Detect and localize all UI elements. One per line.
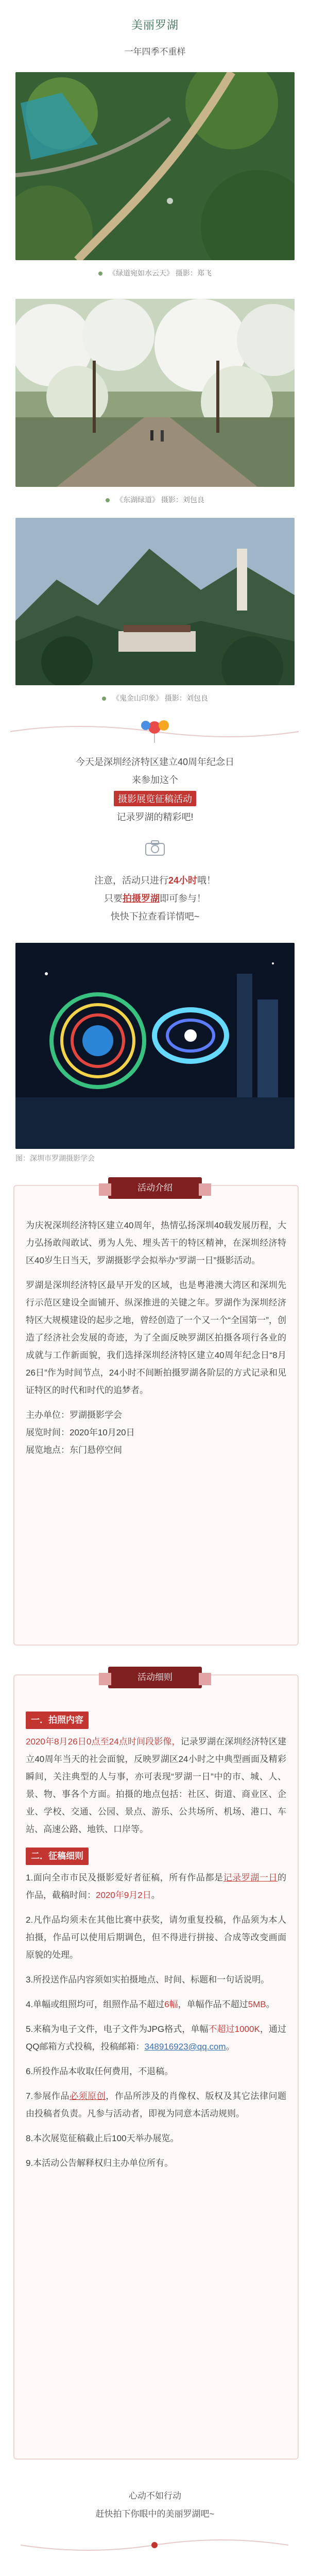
intro-paragraph-2: 罗湖是深圳经济特区最早开发的区域，也是粤港澳大湾区和深圳先行示范区建设全面铺开、纵深推进的关键之年。罗湖作为深圳经济特区大规模建设的起步之地，曾经创造了一个又一个“全国第一”，创造了经济社会发展的奇迹，为了全面反映罗湖区拍摄各项行各业的成就与工作新面貌，我们选择深圳经济特区建立40周年纪念日“8月26日”作为时间节点，24小时不间断拍摄罗湖各阶层的方式记录和见证特区的时代和时代的追梦者。	[26, 1280, 286, 1395]
rule-item-4	[26, 1996, 286, 2013]
submission-email-link[interactable]: 348916923@qq.com	[144, 2042, 226, 2052]
caption-title: 《绿道宛如水云天》	[109, 269, 174, 277]
rule-item-6	[26, 2063, 286, 2080]
rule-highlight: 6幅	[164, 1999, 178, 2009]
subheading-submission: 二．征稿细则	[26, 1848, 89, 1865]
rule-text: 7.参展作品	[26, 2091, 70, 2101]
rule-item-8	[26, 2130, 286, 2147]
photo-caption-2	[0, 495, 310, 505]
intro-subtitle: 一年四季不重样	[124, 47, 186, 57]
caption-credit: 摄影：刘包良	[161, 496, 204, 504]
rule-highlight: 记录罗湖一日	[223, 1873, 278, 1883]
outro-line2: 赶快拍下你眼中的美丽罗湖吧~	[95, 2509, 215, 2519]
photo-caption-1	[0, 268, 310, 278]
rule-text: 9.本活动公告解释权归主办单位所有。	[26, 2158, 174, 2168]
photo-caption-3	[0, 693, 310, 703]
rule-highlight: 5MB	[248, 1999, 266, 2009]
rule-text: 4.单幅或组照均可，组照作品不超过	[26, 1999, 165, 2009]
rule-text: 。	[151, 1890, 160, 1900]
rule-text: 作品须为本人拍摄，作品可以使用后期调色，但不得进行拼接、合成等改变画面原貌的处理。	[26, 1915, 286, 1960]
rule-highlight: 不超过1000K	[208, 2024, 260, 2034]
caption-title: 《鬼金山印象》	[112, 694, 163, 702]
section-ribbon-intro: 活动介绍	[108, 1177, 202, 1199]
rule-text: 6.所投作品本收取任何费用，不退稿。	[26, 2066, 174, 2076]
note-text: 即可参与！	[160, 893, 206, 904]
rule-item-1	[26, 1869, 286, 1904]
intro-title: 美丽罗湖	[131, 19, 179, 31]
content-paragraph	[26, 1733, 286, 1838]
rule-text: 。	[266, 1999, 275, 2009]
rule-item-9	[26, 2155, 286, 2172]
info-host: 主办单位：罗湖摄影学会	[26, 1410, 122, 1420]
note-text: 哦！	[197, 875, 216, 886]
photo-greenway[interactable]	[15, 72, 295, 260]
flourish-divider	[0, 716, 310, 747]
mountain-image	[15, 518, 295, 685]
note-highlight-shoot: 拍摄罗湖	[123, 893, 160, 904]
rule-text: 的作品，截稿时间：	[26, 1873, 286, 1900]
caption-dot-icon	[106, 498, 110, 502]
photo-east-lake[interactable]	[15, 299, 295, 487]
note-line1	[0, 873, 310, 887]
caption-title: 《东湖绿道》	[116, 496, 159, 504]
rule-highlight: 必须原创	[70, 2091, 106, 2101]
rule-item-7	[26, 2088, 286, 2123]
light-wheel-image	[15, 943, 295, 1149]
rule-item-2	[26, 1911, 286, 1964]
rule-text: 8.本次展览征稿截止后100天举办展览。	[26, 2133, 179, 2143]
rule-text: ，通过QQ邮箱方式投稿，投稿邮箱：	[26, 2024, 286, 2052]
rule-text: 5.来稿为电子文件，电子文件为JPG格式，单幅	[26, 2024, 209, 2034]
ribbon-divider-icon	[0, 2530, 310, 2561]
note-text: 只要	[104, 893, 123, 904]
balloon-divider-icon	[0, 716, 310, 747]
note-line2	[0, 891, 310, 905]
note-highlight-duration: 24小时	[168, 875, 198, 886]
caption-dot-icon	[102, 697, 106, 701]
intro-paragraph-1: 为庆祝深圳经济特区建立40周年，热情弘扬深圳40载发展历程，大力弘扬敢闯敢试、勇为人先、埋头苦干的特区精神，在深圳经济特区40岁生日当天，罗湖摄影学会拟举办“罗湖一日”摄影活动。	[26, 1221, 286, 1265]
east-lake-image	[15, 299, 295, 487]
hero-photo-light-wheel[interactable]	[15, 943, 295, 1149]
camera-icon	[145, 840, 165, 859]
outro-line1: 心动不如行动	[129, 2491, 181, 2501]
flourish-divider-2	[0, 2530, 310, 2561]
rule-text: 3.所投送作品内容须如实拍摄地点、时间、标题和一句话说明。	[26, 1975, 270, 1985]
hero-caption	[15, 1153, 295, 1163]
section-ribbon-rules: 活动细则	[108, 1667, 202, 1688]
highlight-event-name: 摄影展览征稿活动	[114, 791, 196, 806]
rule-deadline: 2020年9月2日	[96, 1890, 151, 1900]
content-description: 记录罗湖在深圳经济特区建立40周年当天的社会面貌，反映罗湖区24小时之中典型画面及精彩瞬间，关注典型的人与事，亦可表现“罗湖一日”中的市、城、人、景、物、事各个方面。拍摄的地点包括：社区、街道、商业区、企业、学校、交通、公园、景点、游乐、公共场所、机场、港口、车站、高速公路、地铁、口岸等。	[26, 1737, 287, 1834]
announce-line4: 记录罗湖的精彩吧!	[116, 812, 194, 822]
subheading-content: 一．拍照内容	[26, 1711, 89, 1729]
rule-text: 1.面向全市市民及摄影爱好者征稿，所有作品都是	[26, 1873, 223, 1883]
greenway-image	[15, 72, 295, 260]
rule-text: 。	[226, 2042, 235, 2052]
announce-line3	[0, 791, 310, 806]
caption-dot-icon	[98, 272, 102, 276]
photo-mountain[interactable]	[15, 518, 295, 685]
rule-text: ，单幅作品不超过	[178, 1999, 248, 2009]
content-date-range: 2020年8月26日0点至24点时间段影像，	[26, 1737, 181, 1747]
rule-item-3	[26, 1971, 286, 1989]
note-text: 注意，活动只进行	[94, 875, 168, 886]
announce-line1: 今天是深圳经济特区建立40周年纪念日	[75, 757, 235, 767]
info-location: 展览地点：东门悬停空间	[26, 1445, 122, 1455]
section-rules	[13, 1674, 299, 2460]
note-line3: 快快下拉查看详情吧~	[110, 911, 200, 922]
rule-item-5	[26, 2021, 286, 2056]
hero-caption-text: 图：深圳市罗湖摄影学会	[15, 1154, 95, 1162]
caption-credit: 摄影：刘包良	[164, 694, 208, 702]
info-time: 展览时间：2020年10月20日	[26, 1428, 135, 1437]
rule-text: ，作品所涉及的肖像权、版权及其它法律问题由投稿者负责。凡参与活动者，即视为同意本活动规则。	[26, 2091, 287, 2119]
rule-text: 2.凡作品均须未在其他比赛中获奖，请勿重复投稿，	[26, 1915, 233, 1925]
section-intro	[13, 1185, 299, 1646]
caption-credit: 摄影：郑飞	[175, 269, 212, 277]
announce-line2: 来参加这个	[132, 775, 178, 785]
